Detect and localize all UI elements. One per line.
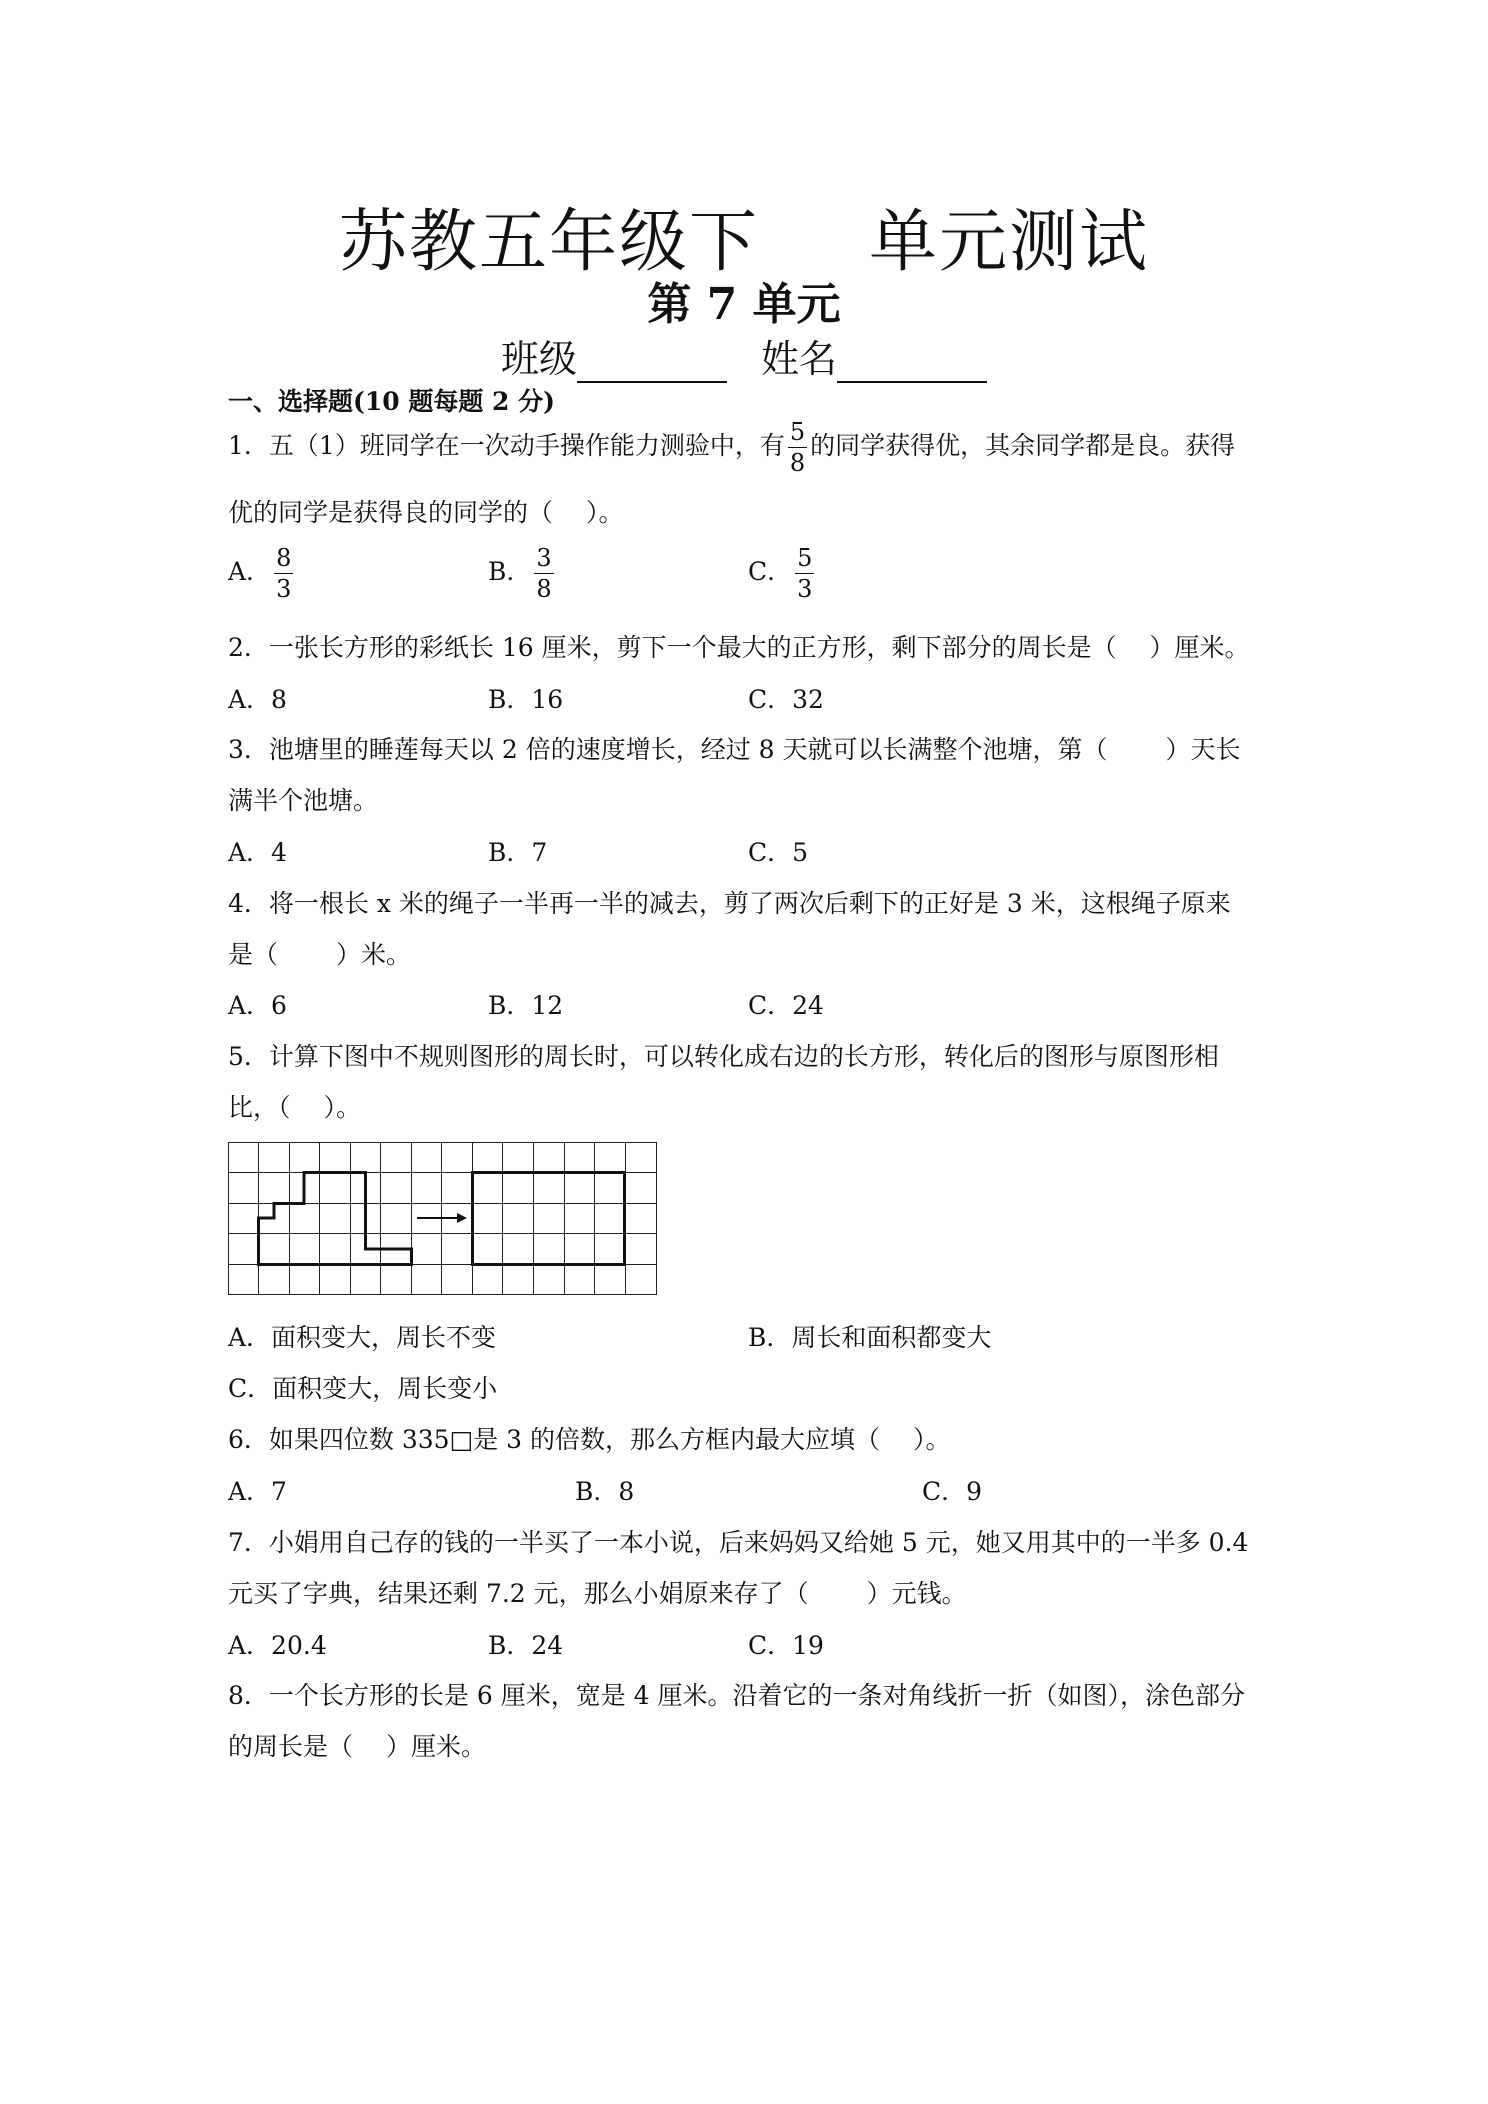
question-1-line-2: 优的同学是获得良的同学的（ ）。 bbox=[228, 498, 624, 527]
q3-option-c[interactable]: C．5 bbox=[748, 838, 809, 867]
question-8-line-1: 8．一个长方形的长是 6 厘米，宽是 4 厘米。沿着它的一条对角线折一折（如图），涂色部分 bbox=[228, 1681, 1246, 1710]
question-5-line-2: 比，（ ）。 bbox=[228, 1093, 361, 1122]
q7-option-c[interactable]: C．19 bbox=[748, 1631, 824, 1660]
q1-option-a[interactable]: A． $\frac{8}{3}$ bbox=[228, 544, 292, 603]
q7-option-a[interactable]: A．20.4 bbox=[228, 1631, 327, 1660]
question-7-line-2: 元买了字典，结果还剩 7.2 元，那么小娟原来存了（ ）元钱。 bbox=[228, 1579, 967, 1608]
q2-option-a[interactable]: A．8 bbox=[228, 685, 287, 714]
q3-option-b[interactable]: B．7 bbox=[488, 838, 548, 867]
fraction-denominator: 8 bbox=[789, 449, 806, 477]
q1-option-c[interactable]: C． $\frac{5}{3}$ bbox=[748, 544, 813, 603]
question-6-line-1: 6．如果四位数 335□是 3 的倍数，那么方框内最大应填（ ）。 bbox=[228, 1425, 951, 1454]
question-text: 1．五（1）班同学在一次动手操作能力测验中，有 bbox=[228, 431, 785, 460]
section-heading: 一、选择题(10 题每题 2 分) bbox=[228, 387, 555, 416]
q4-option-a[interactable]: A．6 bbox=[228, 991, 287, 1020]
q6-option-b[interactable]: B．8 bbox=[575, 1477, 635, 1506]
q5-option-a[interactable]: A．面积变大，周长不变 bbox=[228, 1323, 497, 1352]
q7-option-b[interactable]: B．24 bbox=[488, 1631, 564, 1660]
q4-option-c[interactable]: C．24 bbox=[748, 991, 824, 1020]
unit-heading: 第 7 单元 bbox=[647, 279, 841, 330]
q2-option-b[interactable]: B．16 bbox=[488, 685, 564, 714]
q2-option-c[interactable]: C．32 bbox=[748, 685, 824, 714]
q5-option-b[interactable]: B．周长和面积都变大 bbox=[748, 1323, 992, 1352]
name-label: 姓名 bbox=[761, 337, 838, 381]
title-right: 单元测试 bbox=[869, 203, 1150, 282]
irregular-shape bbox=[259, 1173, 412, 1265]
class-label: 班级 bbox=[500, 337, 577, 381]
title-left: 苏教五年级下 bbox=[338, 203, 759, 282]
question-3-line-1: 3．池塘里的睡莲每天以 2 倍的速度增长，经过 8 天就可以长满整个池塘，第（ ）天长 bbox=[228, 735, 1241, 764]
q3-option-a[interactable]: A．4 bbox=[228, 838, 287, 867]
question-3-line-2: 满半个池塘。 bbox=[228, 786, 379, 815]
question-text: 的同学获得优，其余同学都是良。获得 bbox=[810, 431, 1236, 460]
class-name-line bbox=[0, 328, 1488, 383]
question-4-line-1: 4．将一根长 x 米的绳子一半再一半的减去，剪了两次后剩下的正好是 3 米，这根绳子原来 bbox=[228, 889, 1231, 918]
fraction bbox=[788, 420, 807, 475]
question-1-line-1 bbox=[228, 420, 1235, 475]
question-7-line-1: 7．小娟用自己存的钱的一半买了一本小说，后来妈妈又给她 5 元，她又用其中的一半多 0.4 bbox=[228, 1528, 1249, 1557]
q4-option-b[interactable]: B．12 bbox=[488, 991, 564, 1020]
q1-option-b[interactable]: B． $\frac{3}{8}$ bbox=[488, 544, 552, 603]
class-blank[interactable] bbox=[577, 345, 727, 383]
q6-option-c[interactable]: C．9 bbox=[922, 1477, 983, 1506]
name-blank[interactable] bbox=[837, 345, 987, 383]
fraction-numerator: 5 bbox=[789, 418, 806, 446]
question-4-line-2: 是（ ）米。 bbox=[228, 940, 411, 969]
q5-option-c[interactable]: C．面积变大，周长变小 bbox=[228, 1374, 498, 1403]
question-8-line-2: 的周长是（ ）厘米。 bbox=[228, 1732, 486, 1761]
q6-option-a[interactable]: A．7 bbox=[228, 1477, 287, 1506]
converted-rectangle bbox=[473, 1173, 625, 1265]
question-5-line-1: 5．计算下图中不规则图形的周长时，可以转化成右边的长方形，转化后的图形与原图形相 bbox=[228, 1042, 1219, 1071]
grid-figure bbox=[228, 1142, 658, 1298]
question-2-line-1: 2．一张长方形的彩纸长 16 厘米，剪下一个最大的正方形，剩下部分的周长是（ ）厘米。 bbox=[228, 633, 1250, 662]
